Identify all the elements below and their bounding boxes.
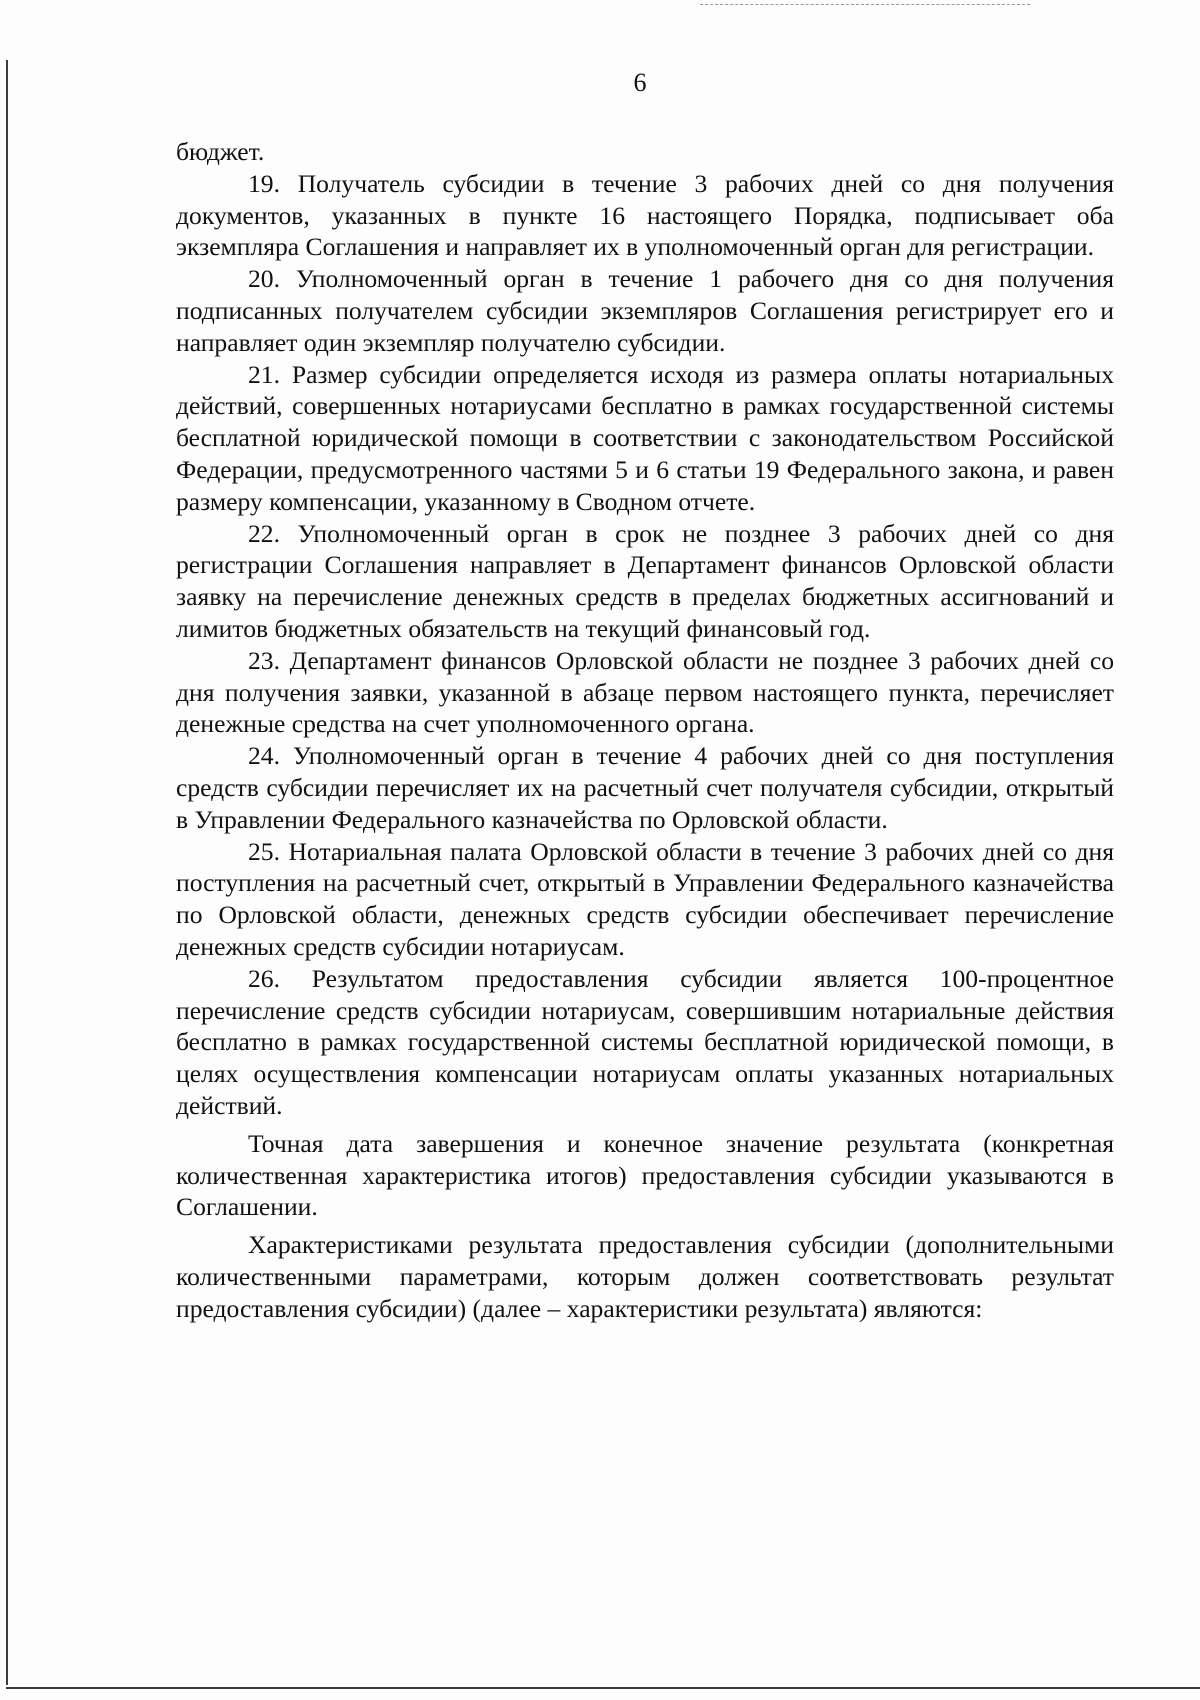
scan-edge-bottom [6,1687,1200,1689]
paragraph-continuation: бюджет. [176,137,265,166]
paragraph-21: 21. Размер субсидии определяется исходя из размера оплаты нотариальных действий, совершенных нотариусами бесплатно в рамках государственной системы бесплатной юридической помощи в соответствии с законодательством Российской Федерации, предусмотренного частями 5 и 6 статьи 19 Федерального закона, и равен размеру компенсации, указанному в Сводном отчете. [176,359,1114,516]
scan-edge-top [700,4,1030,6]
document-body [176,136,1114,1324]
paragraph-22: 22. Уполномоченный орган в срок не позднее 3 рабочих дней со дня регистрации Соглашения направляет в Департамент финансов Орловской области заявку на перечисление денежных средств в пределах бюджетных ассигнований и лимитов бюджетных обязательств на текущий финансовый год. [176,518,1114,643]
paragraph-result-date: Точная дата завершения и конечное значение результата (конкретная количественная характеристика итогов) предоставления субсидии указываются в Соглашении. [176,1128,1114,1222]
scan-edge-left [6,60,8,1685]
paragraph-23: 23. Департамент финансов Орловской области не позднее 3 рабочих дней со дня получения заявки, указанной в абзаце первом настоящего пункта, перечисляет денежные средства на счет уполномоченного органа. [176,645,1114,739]
paragraph-24: 24. Уполномоченный орган в течение 4 рабочих дней со дня поступления средств субсидии перечисляет их на расчетный счет получателя субсидии, открытый в Управлении Федерального казначейства по Орловской области. [176,741,1114,834]
paragraph-19: 19. Получатель субсидии в течение 3 рабочих дней со дня получения документов, указанных в пункте 16 настоящего Порядка, подписывает оба экземпляра Соглашения и направляет их в уполномоченный орган для регистрации. [176,168,1114,262]
paragraph-25: 25. Нотариальная палата Орловской области в течение 3 рабочих дней со дня поступления на расчетный счет, открытый в Управлении Федерального казначейства по Орловской области, денежных средств субсидии обеспечивает перечисление денежных средств субсидии нотариусам. [176,836,1114,961]
page-number: 6 [633,68,647,97]
paragraph-26: 26. Результатом предоставления субсидии является 100-процентное перечисление средств субсидии нотариусам, совершившим нотариальные действия бесплатно в рамках государственной системы бесплатной юридической помощи, в целях осуществления компенсации нотариусам оплаты указанных нотариальных действий. [176,963,1114,1120]
paragraph-result-characteristics: Характеристиками результата предоставления субсидии (дополнительными количественными параметрами, которым должен соответствовать результат предоставления субсидии) (далее – характеристики результата) являются: [176,1230,1114,1323]
paragraph-20: 20. Уполномоченный орган в течение 1 рабочего дня со дня получения подписанных получателем субсидии экземпляров Соглашения регистрирует его и направляет один экземпляр получателю субсидии. [176,264,1114,357]
